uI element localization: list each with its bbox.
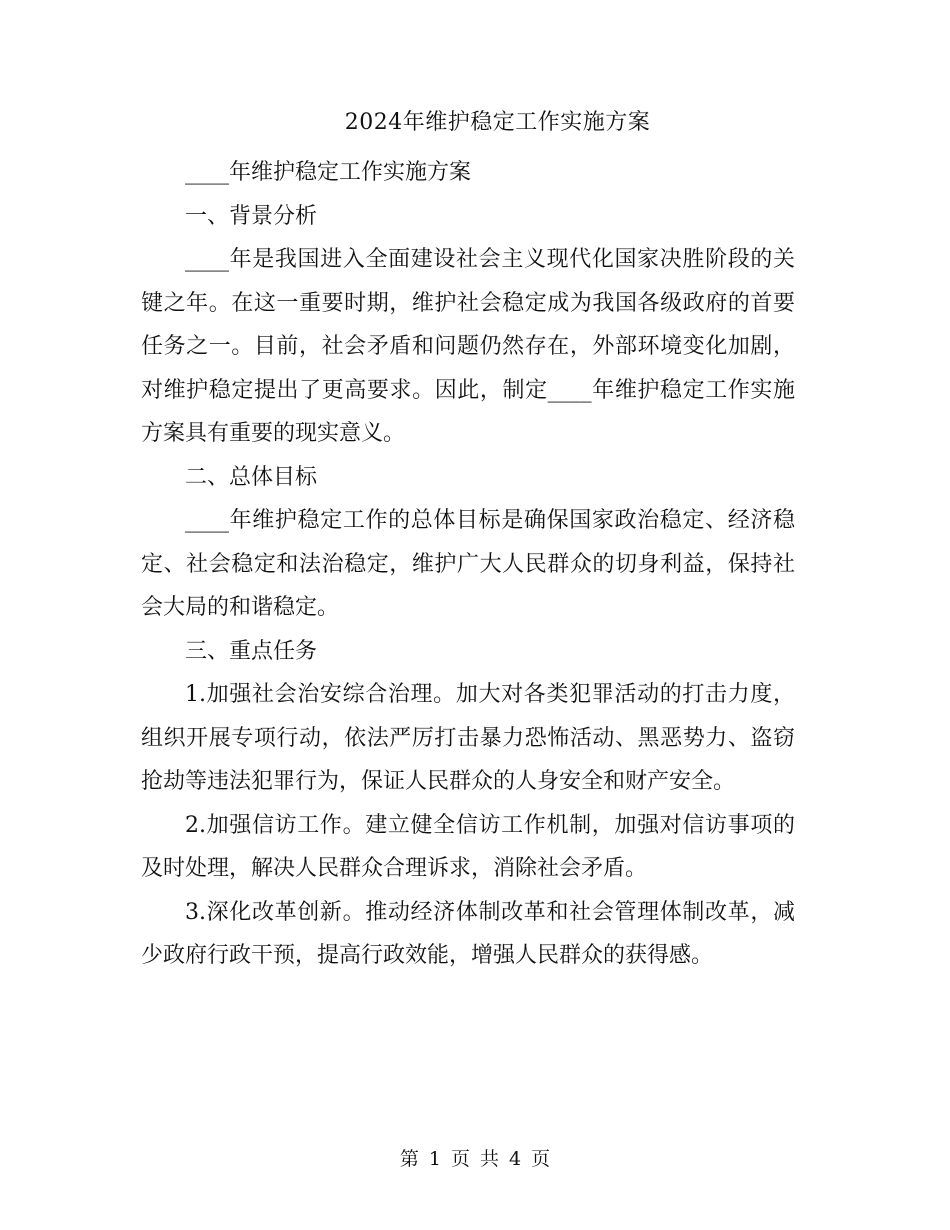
document-body [141,151,795,978]
paragraph-task-3: 3.深化改革创新。推动经济体制改革和社会管理体制改革，减少政府行政干预，提高行政效能，增强人民群众的获得感。 [141,899,795,968]
subtitle-paragraph: ____年维护稳定工作实施方案 [185,160,472,185]
section-heading-goals: 二、总体目标 [185,464,318,490]
paragraph-task-1: 1.加强社会治安综合治理。加大对各类犯罪活动的打击力度，组织开展专项行动，依法严厉打击暴力恐怖活动、黑恶势力、盗窃抢劫等违法犯罪行为，保证人民群众的人身安全和财产安全。 [141,682,795,794]
section-heading-background: 一、背景分析 [185,203,318,229]
paragraph-goals: ____年维护稳定工作的总体目标是确保国家政治稳定、经济稳定、社会稳定和法治稳定，维护广大人民群众的切身利益，保持社会大局的和谐稳定。 [141,508,795,620]
paragraph-background: ____年是我国进入全面建设社会主义现代化国家决胜阶段的关键之年。在这一重要时期，维护社会稳定成为我国各级政府的首要任务之一。目前，社会矛盾和问题仍然存在，外部环境变化加剧，对维护稳定提出了更高要求。因此，制定____年维护稳定工作实施方案具有重要的现实意义。 [141,247,795,446]
paragraph-task-2: 2.加强信访工作。建立健全信访工作机制，加强对信访事项的及时处理，解决人民群众合理诉求，消除社会矛盾。 [141,812,795,881]
document-title: 2024年维护稳定工作实施方案 [344,110,651,135]
page-number-footer: 第 1 页 共 4 页 [399,1148,551,1170]
section-heading-tasks: 三、重点任务 [185,638,318,664]
